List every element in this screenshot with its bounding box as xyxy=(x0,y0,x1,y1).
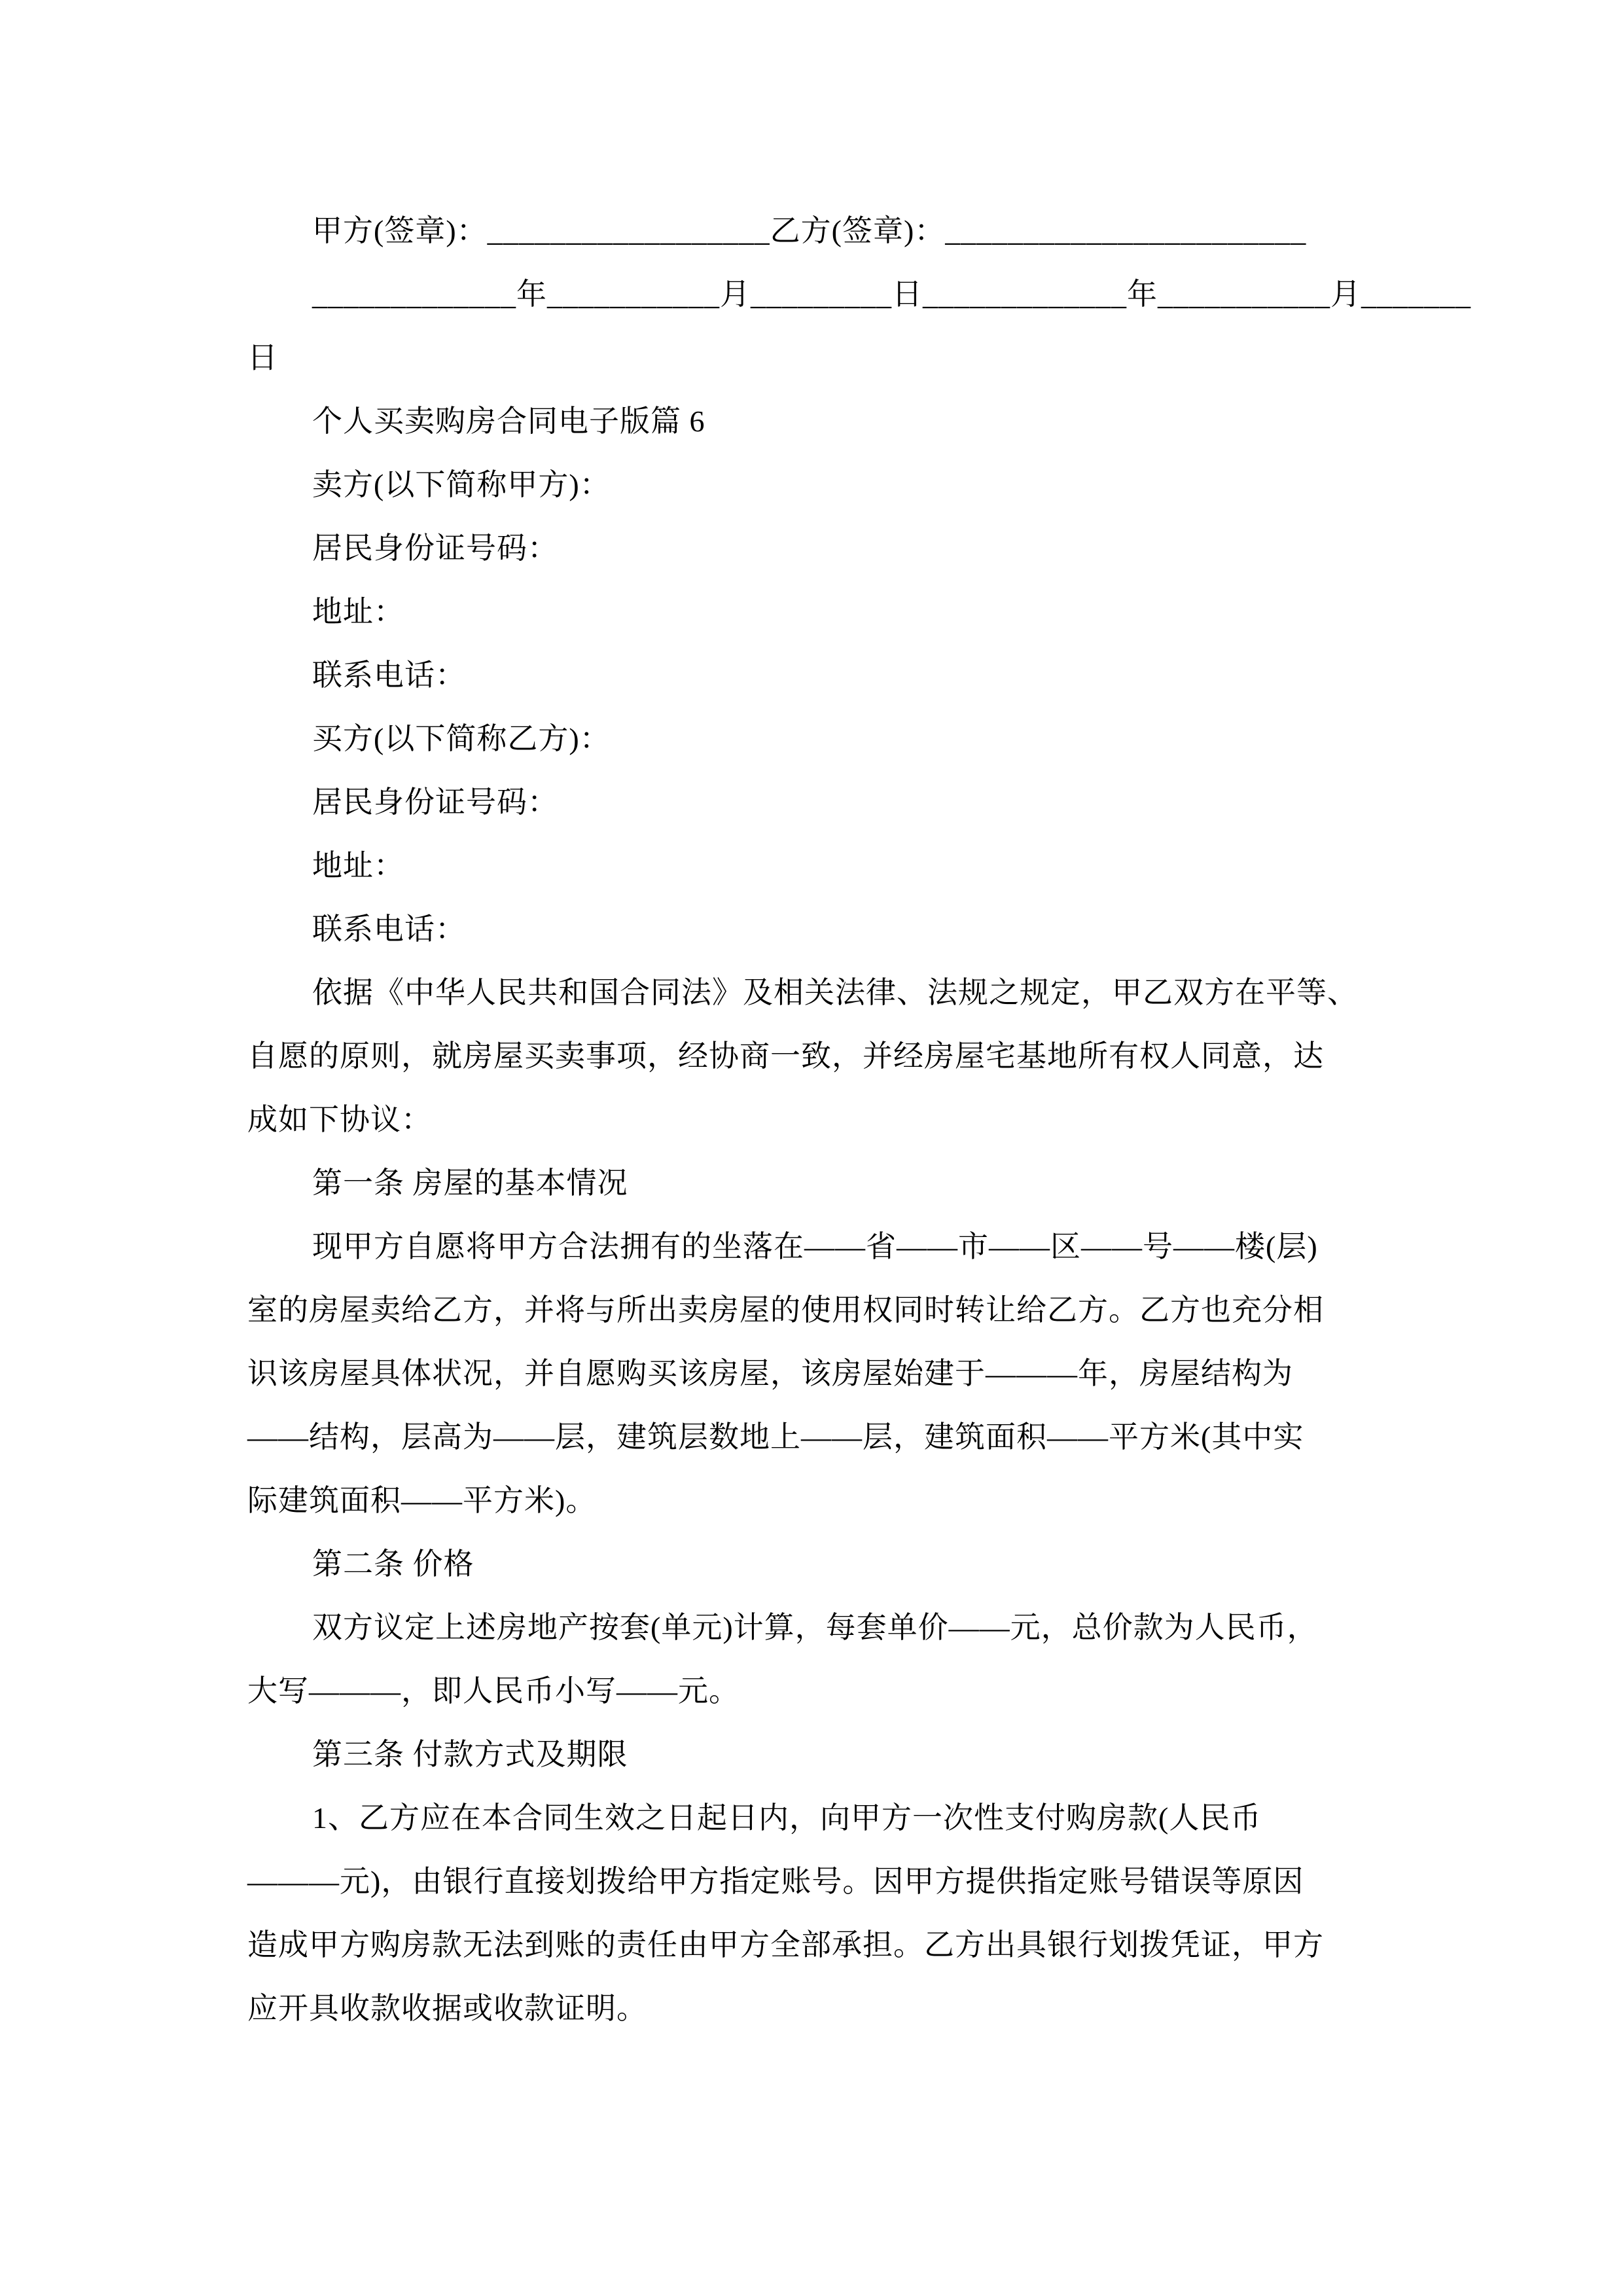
contract-line: _____________年___________月_________日_____________年___________月_______ xyxy=(312,278,1471,311)
contract-line: 1、乙方应在本合同生效之日起日内，向甲方一次性支付购房款(人民币 xyxy=(312,1801,1262,1835)
contract-line: 识该房屋具体状况，并自愿购买该房屋，该房屋始建于———年，房屋结构为 xyxy=(247,1357,1293,1390)
contract-line: 室的房屋卖给乙方，并将与所出卖房屋的使用权同时转让给乙方。乙方也充分相 xyxy=(247,1293,1324,1327)
contract-line: 应开具收款收据或收款证明。 xyxy=(247,1992,647,2025)
contract-line: 造成甲方购房款无法到账的责任由甲方全部承担。乙方出具银行划拨凭证，甲方 xyxy=(247,1928,1324,1962)
contract-line: 自愿的原则，就房屋买卖事项，经协商一致，并经房屋宅基地所有权人同意，达 xyxy=(247,1039,1324,1073)
contract-line: 际建筑面积——平方米)。 xyxy=(247,1484,597,1517)
contract-line: 卖方(以下简称甲方)： xyxy=(312,468,611,501)
contract-line: 地址： xyxy=(312,849,404,882)
contract-line: ——结构，层高为——层，建筑层数地上——层，建筑面积——平方米(其中实 xyxy=(247,1420,1304,1454)
contract-line: 第三条 付款方式及期限 xyxy=(312,1738,628,1771)
contract-line: 依据《中华人民共和国合同法》及相关法律、法规之规定，甲乙双方在平等、 xyxy=(312,976,1358,1009)
contract-line: 个人买卖购房合同电子版篇 6 xyxy=(312,404,705,438)
contract-line: 联系电话： xyxy=(312,658,466,692)
contract-line: 居民身份证号码： xyxy=(312,785,558,819)
contract-line: 买方(以下简称乙方)： xyxy=(312,722,611,755)
contract-line: 居民身份证号码： xyxy=(312,531,558,565)
contract-line: 第一条 房屋的基本情况 xyxy=(312,1166,628,1200)
contract-body xyxy=(247,199,1471,2040)
contract-line: 日 xyxy=(247,341,278,374)
contract-line: 大写———，即人民币小写——元。 xyxy=(247,1674,740,1708)
contract-line: 联系电话： xyxy=(312,912,466,946)
contract-line: 地址： xyxy=(312,595,404,628)
contract-line: 双方议定上述房地产按套(单元)计算，每套单价——元，总价款为人民币， xyxy=(312,1611,1318,1644)
contract-line: 第二条 价格 xyxy=(312,1547,474,1581)
contract-line: 甲方(签章)：__________________乙方(签章)：_______________________ xyxy=(312,214,1307,247)
contract-line: 现甲方自愿将甲方合法拥有的坐落在——省——市——区——号——楼(层) xyxy=(312,1230,1318,1263)
contract-line: 成如下协议： xyxy=(247,1103,432,1136)
contract-line: ———元)，由银行直接划拨给甲方指定账号。因甲方提供指定账号错误等原因 xyxy=(247,1865,1304,1898)
